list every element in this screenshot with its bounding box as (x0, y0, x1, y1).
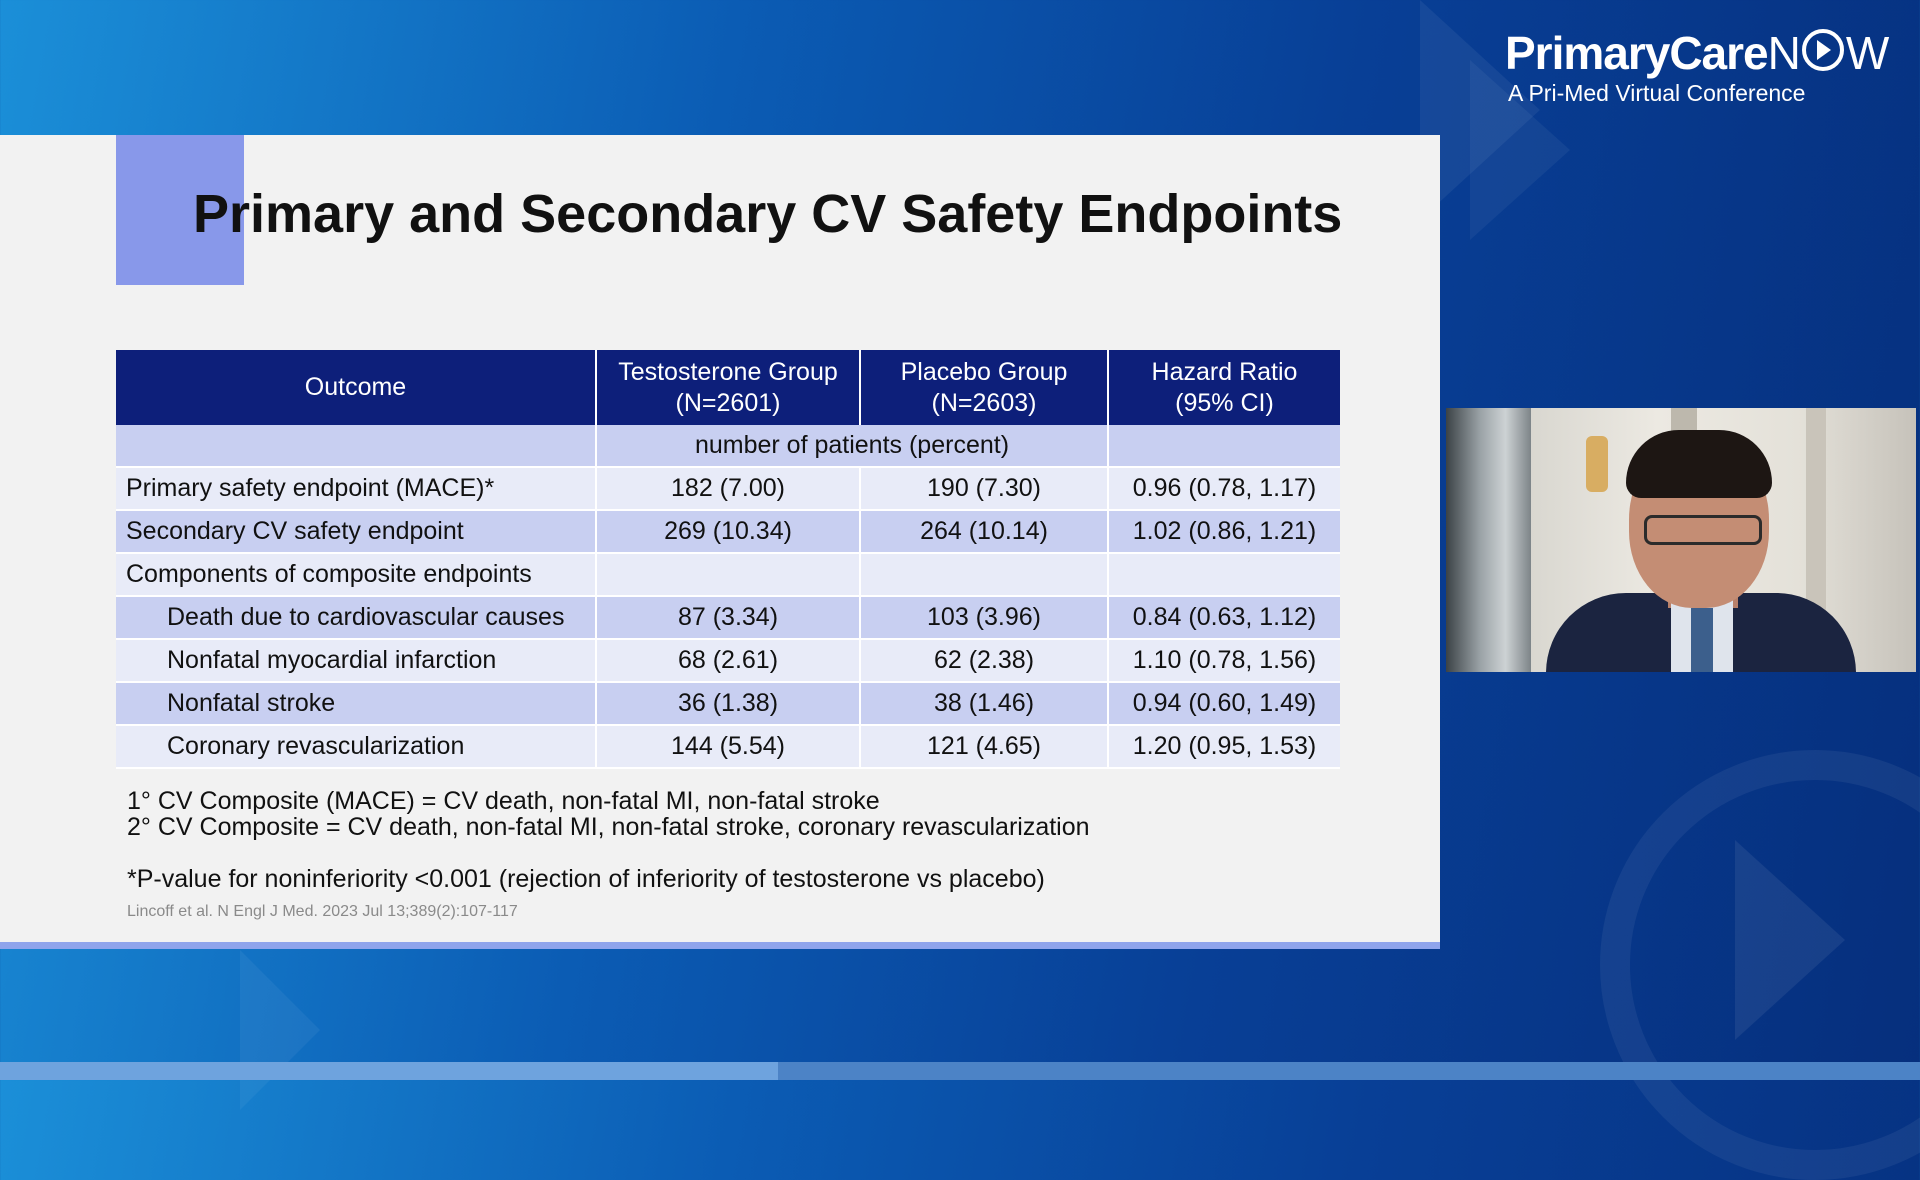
header-hazard-ratio (1108, 350, 1340, 425)
table-row (116, 510, 1340, 553)
testosterone-cell: 36 (1.38) (596, 682, 860, 725)
hazard-ratio-cell: 0.96 (0.78, 1.17) (1108, 467, 1340, 510)
table-units-row (116, 425, 1340, 467)
testosterone-cell: 87 (3.34) (596, 596, 860, 639)
playback-progress-fill (0, 1062, 778, 1080)
speaker-tie (1691, 608, 1713, 672)
citation: Lincoff et al. N Engl J Med. 2023 Jul 13;389(2):107-117 (127, 903, 518, 920)
playback-progress-bar[interactable] (0, 1062, 1920, 1080)
header-outcome (116, 350, 596, 425)
background-play-icon (1735, 840, 1845, 1040)
header-placebo-line2: (N=2603) (931, 388, 1037, 417)
logo-subtitle: A Pri-Med Virtual Conference (1508, 80, 1806, 106)
table-row (116, 639, 1340, 682)
table-cell (116, 425, 596, 467)
table-row (116, 467, 1340, 510)
logo-title (1505, 28, 1888, 78)
play-circle-icon (1802, 29, 1844, 71)
placebo-cell: 38 (1.46) (860, 682, 1108, 725)
header-testosterone (596, 350, 860, 425)
units-cell: number of patients (percent) (596, 425, 1108, 467)
header-testosterone-line1: Testosterone Group (618, 357, 838, 386)
table-row (116, 682, 1340, 725)
outcome-cell: Coronary revascularization (116, 725, 596, 768)
outcome-cell: Components of composite endpoints (116, 553, 596, 596)
outcome-cell: Death due to cardiovascular causes (116, 596, 596, 639)
hazard-ratio-cell: 1.20 (0.95, 1.53) (1108, 725, 1340, 768)
hazard-ratio-cell: 1.02 (0.86, 1.21) (1108, 510, 1340, 553)
background-triangle (240, 950, 320, 1110)
logo-name-bold: PrimaryCare (1505, 27, 1768, 79)
header-outcome-label: Outcome (304, 373, 407, 401)
placebo-cell: 190 (7.30) (860, 467, 1108, 510)
note-p-value: *P-value for noninferiority <0.001 (rejection of inferiority of testosterone vs placebo) (127, 865, 1045, 893)
testosterone-cell (596, 553, 860, 596)
placebo-cell: 103 (3.96) (860, 596, 1108, 639)
outcome-cell: Secondary CV safety endpoint (116, 510, 596, 553)
header-testosterone-line2: (N=2601) (675, 388, 781, 417)
testosterone-cell: 144 (5.54) (596, 725, 860, 768)
speaker-glasses (1644, 515, 1762, 545)
speaker-hair (1626, 430, 1772, 498)
outcome-cell: Primary safety endpoint (MACE)* (116, 467, 596, 510)
hazard-ratio-cell: 1.10 (0.78, 1.56) (1108, 639, 1340, 682)
logo-name-light-1: N (1767, 27, 1800, 79)
placebo-cell: 62 (2.38) (860, 639, 1108, 682)
placebo-cell: 264 (10.14) (860, 510, 1108, 553)
hazard-ratio-cell (1108, 553, 1340, 596)
placebo-cell: 121 (4.65) (860, 725, 1108, 768)
table-cell (1108, 425, 1340, 467)
header-placebo-line1: Placebo Group (900, 357, 1068, 386)
table-row (116, 725, 1340, 768)
header-hr-line2: (95% CI) (1175, 388, 1274, 417)
outcome-cell: Nonfatal myocardial infarction (116, 639, 596, 682)
slide-title: Primary and Secondary CV Safety Endpoints (193, 184, 1343, 244)
table-row (116, 553, 1340, 596)
testosterone-cell: 269 (10.34) (596, 510, 860, 553)
presentation-slide (0, 135, 1440, 949)
hazard-ratio-cell: 0.84 (0.63, 1.12) (1108, 596, 1340, 639)
header-hr-line1: Hazard Ratio (1151, 357, 1298, 386)
slide-notes (127, 788, 1090, 892)
outcome-cell: Nonfatal stroke (116, 682, 596, 725)
note-secondary-composite: 2° CV Composite = CV death, non-fatal MI, non-fatal stroke, coronary revascularization (127, 813, 1090, 841)
placebo-cell (860, 553, 1108, 596)
table-row (116, 596, 1340, 639)
testosterone-cell: 68 (2.61) (596, 639, 860, 682)
endpoints-table (116, 350, 1340, 769)
note-primary-composite: 1° CV Composite (MACE) = CV death, non-fatal MI, non-fatal stroke (127, 787, 880, 815)
testosterone-cell: 182 (7.00) (596, 467, 860, 510)
logo-name-light-2: W (1845, 27, 1889, 79)
speaker-video (1446, 408, 1916, 672)
header-placebo (860, 350, 1108, 425)
conference-logo (1505, 28, 1888, 107)
video-window-frame (1446, 408, 1531, 672)
wall-lamp (1586, 436, 1608, 492)
table-header-row (116, 350, 1340, 425)
hazard-ratio-cell: 0.94 (0.60, 1.49) (1108, 682, 1340, 725)
